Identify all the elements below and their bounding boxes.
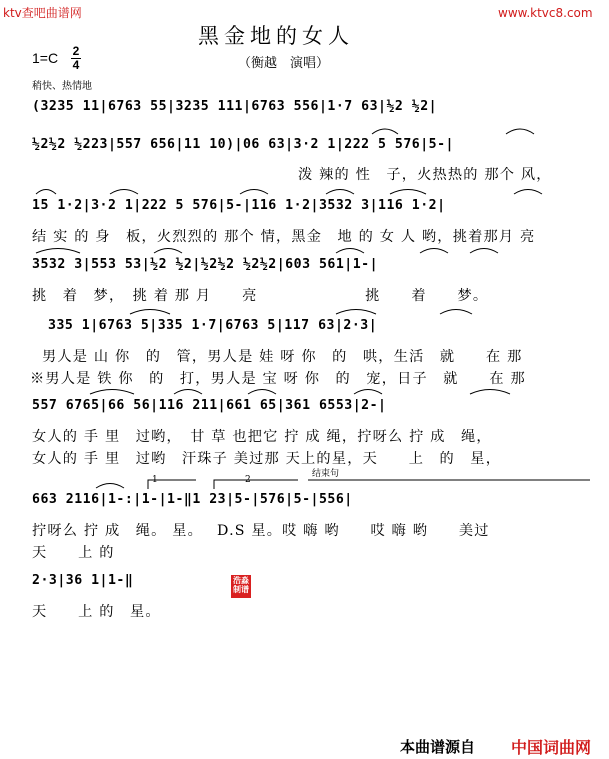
slur-row3-f (514, 190, 542, 195)
score-row-2: ½2½2 ½223|557 656|11 10)|06 63|3·2 1|222 5 576|5-| (32, 137, 454, 152)
slur-row5-a (130, 310, 170, 315)
slur-row6-b (174, 390, 202, 395)
slur-row6-c (248, 390, 276, 395)
slur-row3-b (110, 190, 138, 195)
lyrics-row-7-verse-1: 拧呀么 拧 成 绳。 星。 D.S 星。哎 嗨 哟 哎 嗨 哟 美过 (32, 523, 490, 539)
score-row-4: 3532 3|553 53|½2 ½2|½2½2 ½2½2|603 561|1-| (32, 257, 379, 272)
key-signature: 1=C (32, 50, 59, 66)
score-row-8: 2·3|36 1|1-‖ (32, 573, 134, 588)
lyrics-row-8: 天 上 的 星。 (32, 604, 161, 620)
copyist-seal-line-2: 制谱 (233, 585, 249, 594)
watermark-site-right: www.ktvc8.com (498, 6, 593, 20)
lyrics-row-6-verse-2: 女人的 手 里 过哟 汗珠子 美过那 天上的星，天 上 的 星， (32, 451, 502, 467)
slur-row7-a (96, 484, 124, 489)
slur-row3-a (36, 190, 56, 195)
time-signature-bottom: 4 (72, 58, 80, 72)
slur-row6-a (90, 390, 134, 395)
lyrics-row-7-verse-2: 天 上 的 (32, 545, 115, 561)
volta-first-ending-bracket (148, 480, 196, 489)
volta-second-ending-bracket (214, 480, 298, 489)
watermark-site-left: ktv查吧曲谱网 (3, 6, 82, 20)
score-row-5: 335 1|6763 5|335 1·7|6763 5|117 63|2·3| (48, 318, 378, 333)
slur-row6-e (470, 390, 510, 395)
lyrics-row-4: 挑 着 梦， 挑 着 那 月 亮 挑 着 梦。 (32, 288, 489, 304)
score-row-1: (3235 11|6763 55|3235 111|6763 556|1·7 63|½2 ½2| (32, 99, 438, 114)
slur-row5-c (440, 310, 472, 315)
slur-row6-d (354, 390, 382, 395)
lyrics-row-5-verse-2: ※男人是 铁 你 的 打，男人是 宝 呀 你 的 宠，日子 就 在 那 (30, 371, 526, 387)
slur-row5-b (336, 310, 376, 315)
footer-source-label: 本曲谱源自 (400, 738, 476, 756)
slur-row4-a (36, 249, 80, 254)
slur-row3-e (390, 190, 426, 195)
volta-bracket-group (148, 480, 590, 489)
song-title: 黑金地的女人 (198, 24, 354, 48)
score-row-6: 557 6765|66 56|116 211|661 65|361 6553|2-| (32, 398, 387, 413)
slur-row3-d (326, 190, 354, 195)
tempo-marking: 稍快、热情地 (32, 81, 92, 92)
lyrics-row-6-verse-1: 女人的 手 里 过哟， 甘 草 也把它 拧 成 绳，拧呀么 拧 成 绳， (32, 429, 492, 445)
slur-row4-c (336, 249, 364, 254)
volta-end-phrase-label: 结束句 (312, 469, 340, 479)
slur-row4-b (154, 249, 182, 254)
lyrics-row-3: 结 实 的 身 板，火烈烈的 那个 情，黑金 地 的 女 人 哟，挑着那月 亮 (32, 229, 536, 245)
score-row-3: 15 1·2|3·2 1|222 5 576|5-|116 1·2|3532 3|116 1·2| (32, 198, 446, 213)
score-row-7: 663 2116|1-:|1-|1-‖1 23|5-|576|5-|556| (32, 492, 353, 507)
slur-row2-b (506, 129, 534, 134)
footer-site-name: 中国词曲网 (511, 738, 592, 757)
slur-row4-e (470, 249, 498, 254)
volta-first-ending-label: 1 (152, 475, 158, 485)
lyrics-row-2: 泼 辣的 性 子，火热热的 那个 风， (298, 167, 552, 183)
slur-row3-c (240, 190, 268, 195)
performer-credit: （衡越 演唱） (238, 56, 330, 71)
lyrics-row-5-verse-1: 男人是 山 你 的 管，男人是 娃 呀 你 的 哄，生活 就 在 那 (42, 349, 523, 365)
slur-row2-a (372, 129, 398, 134)
slur-row4-d (420, 249, 448, 254)
slur-group (36, 129, 542, 488)
time-signature-top: 2 (72, 44, 80, 58)
volta-second-ending-label: 2 (245, 475, 251, 485)
copyist-seal-line-1: 浩淼 (233, 576, 249, 585)
